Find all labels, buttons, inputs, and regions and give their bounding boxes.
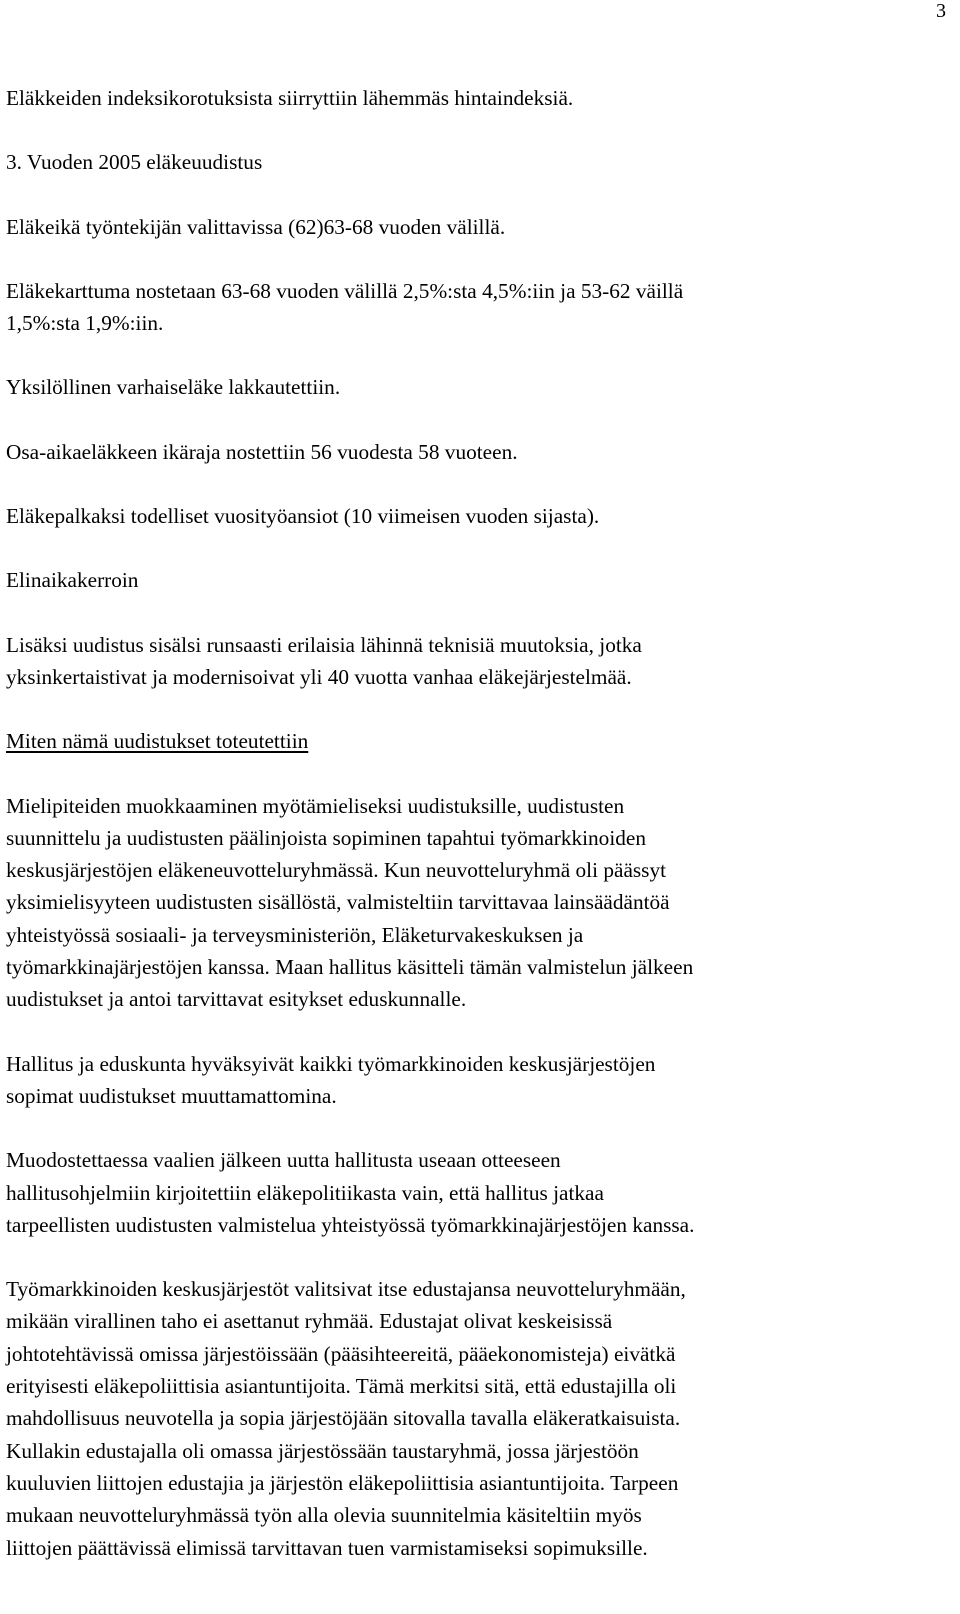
paragraph-representatives-line-6: Kullakin edustajalla oli omassa järjestössään taustaryhmä, jossa järjestöön bbox=[6, 1438, 639, 1463]
bullet-life-expectancy: Elinaikakerroin bbox=[6, 568, 139, 593]
paragraph-government-line-3: tarpeellisten uudistusten valmistelua yhteistyössä työmarkkinajärjestöjen kanssa. bbox=[6, 1212, 695, 1237]
paragraph-technical-changes-line-2: yksinkertaistivat ja modernisoivat yli 40 vuotta vanhaa eläkejärjestelmää. bbox=[6, 664, 632, 689]
paragraph-representatives-line-7: kuuluvien liittojen edustajia ja järjestön eläkepoliittisia asiantuntijoita. Tarpeen bbox=[6, 1470, 679, 1495]
bullet-accrual-line-2: 1,5%:sta 1,9%:iin. bbox=[6, 311, 164, 336]
paragraph-negotiation-line-4: yksimielisyyteen uudistusten sisällöstä, valmisteltiin tarvittavaa lainsäädäntöä bbox=[6, 890, 670, 915]
paragraph-representatives-line-2: mikään virallinen taho ei asettanut ryhmää. Edustajat olivat keskeisissä bbox=[6, 1309, 613, 1334]
paragraph-approval-line-2: sopimat uudistukset muuttamattomina. bbox=[6, 1083, 337, 1108]
paragraph-representatives-line-9: liittojen päättävissä elimissä tarvittavan tuen varmistamiseksi sopimuksille. bbox=[6, 1535, 648, 1560]
paragraph-negotiation-line-3: keskusjärjestöjen eläkeneuvotteluryhmässä. Kun neuvotteluryhmä oli päässyt bbox=[6, 858, 667, 883]
section-heading-2005-reform: 3. Vuoden 2005 eläkeuudistus bbox=[6, 150, 263, 175]
paragraph-representatives-line-3: johtotehtävissä omissa järjestöissään (pääsihteereitä, pääekonomisteja) eivätkä bbox=[6, 1341, 676, 1366]
paragraph-representatives-line-1: Työmarkkinoiden keskusjärjestöt valitsivat itse edustajansa neuvotteluryhmään, bbox=[6, 1277, 686, 1302]
bullet-accrual-line-1: Eläkekarttuma nostetaan 63-68 vuoden välillä 2,5%:sta 4,5%:iin ja 53-62 väillä bbox=[6, 278, 684, 303]
paragraph-government-line-1: Muodostettaessa vaalien jälkeen uutta hallitusta useaan otteeseen bbox=[6, 1148, 561, 1173]
paragraph-indexation: Eläkkeiden indeksikorotuksista siirryttiin lähemmäs hintaindeksiä. bbox=[6, 86, 574, 110]
paragraph-government-line-2: hallitusohjelmiin kirjoitettiin eläkepolitiikasta vain, että hallitus jatkaa bbox=[6, 1180, 604, 1205]
paragraph-negotiation-line-7: uudistukset ja antoi tarvittavat esitykset eduskunnalle. bbox=[6, 987, 467, 1012]
paragraph-negotiation-line-1: Mielipiteiden muokkaaminen myötämieliseksi uudistuksille, uudistusten bbox=[6, 793, 625, 818]
paragraph-representatives-line-4: erityisesti eläkepoliittisia asiantuntijoita. Tämä merkitsi sitä, että edustajilla oli bbox=[6, 1374, 677, 1399]
paragraph-representatives-line-5: mahdollisuus neuvotella ja sopia järjestöjään sitovalla tavalla eläkeratkaisuista. bbox=[6, 1406, 681, 1431]
section-heading-implementation: Miten nämä uudistukset toteutettiin bbox=[6, 729, 309, 754]
paragraph-negotiation-line-6: työmarkkinajärjestöjen kanssa. Maan hallitus käsitteli tämän valmistelun jälkeen bbox=[6, 955, 694, 980]
bullet-early-pension: Yksilöllinen varhaiseläke lakkautettiin. bbox=[6, 375, 341, 400]
paragraph-approval-line-1: Hallitus ja eduskunta hyväksyivät kaikki työmarkkinoiden keskusjärjestöjen bbox=[6, 1051, 656, 1076]
bullet-pensionable-earnings: Eläkepalkaksi todelliset vuosityöansiot (10 viimeisen vuoden sijasta). bbox=[6, 504, 600, 529]
paragraph-negotiation-line-5: yhteistyössä sosiaali- ja terveysministeriön, Eläketurvakeskuksen ja bbox=[6, 922, 584, 947]
page-number: 3 bbox=[936, 0, 946, 22]
bullet-retirement-age: Eläkeikä työntekijän valittavissa (62)63-68 vuoden välillä. bbox=[6, 214, 506, 239]
paragraph-negotiation-line-2: suunnittelu ja uudistusten päälinjoista sopiminen tapahtui työmarkkinoiden bbox=[6, 825, 646, 850]
document-body bbox=[6, 82, 954, 1564]
bullet-part-time-pension: Osa-aikaeläkkeen ikäraja nostettiin 56 vuodesta 58 vuoteen. bbox=[6, 439, 518, 464]
paragraph-representatives-line-8: mukaan neuvotteluryhmässä työn alla olevia suunnitelmia käsiteltiin myös bbox=[6, 1503, 642, 1528]
paragraph-technical-changes-line-1: Lisäksi uudistus sisälsi runsaasti erilaisia lähinnä teknisiä muutoksia, jotka bbox=[6, 632, 642, 657]
